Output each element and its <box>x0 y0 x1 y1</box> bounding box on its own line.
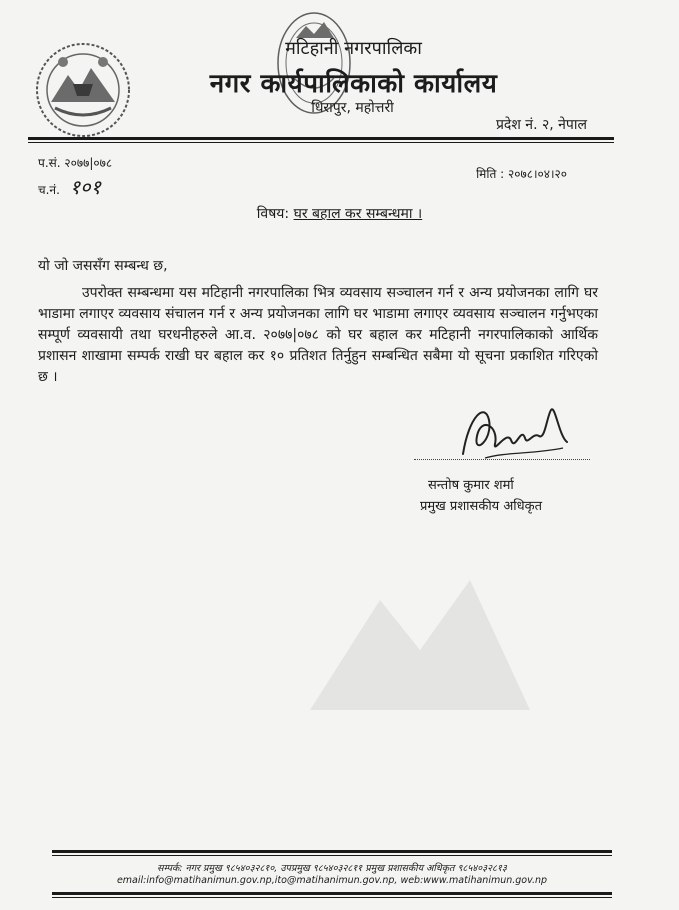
footer-contact: सम्पर्क: नगर प्रमुख ९८५४०३२८१०, उपप्रमुख ९८५४०३२८११ प्रमुख प्रशासकीय अधिकृत ९८५४०३२८१३ <box>157 863 507 874</box>
header-rule <box>28 137 614 140</box>
signature-line <box>414 455 590 460</box>
footer-rule-bottom <box>52 892 612 895</box>
header-rule-thin <box>28 142 614 143</box>
footer-rule-bottom-thin <box>52 897 612 898</box>
dispatch-label: च.नं. <box>38 183 60 197</box>
municipality-name: मटिहानी नगरपालिका <box>285 38 422 59</box>
reference-number: प.सं. २०७७|०७८ <box>38 156 113 170</box>
office-location: धिरापुर, महोत्तरी <box>311 100 394 116</box>
letter-body: उपरोक्त सम्बन्धमा यस मटिहानी नगरपालिका भित्र व्यवसाय सञ्चालन गर्न र अन्य प्रयोजनका लागि घर भाडामा लगाएर व्यवसाय संचालन गर्न र अन्य प्रयोजनका लागि घर भाडामा लगाएर व्यवसाय सञ्चालन गर्नुभएका सम्पूर्ण व्यवसायी तथा घरधनीहरुले आ.व. २०७७|०७८ को घर बहाल कर मटिहानी नगरपालिकाको आर्थिक प्रशासन शाखामा सम्पर्क राखी घर बहाल कर १० प्रतिशत तिर्नुहुन सम्बन्धित सबैमा यो सूचना प्रकाशित गरिएको छ । <box>38 285 598 385</box>
subject-text: घर बहाल कर सम्बन्धमा । <box>293 206 423 222</box>
salutation: यो जो जससँग सम्बन्ध छ, <box>38 258 168 274</box>
dispatch-value: १०१ <box>69 175 101 199</box>
letter-date: मिति : २०७८।०४।२० <box>476 167 567 181</box>
footer-rule-top-thin <box>52 855 612 856</box>
subject-label: विषय: <box>256 206 290 222</box>
province-label: प्रदेश नं. २, नेपाल <box>495 117 587 133</box>
dispatch-number <box>38 173 101 200</box>
signatory-title: प्रमुख प्रशासकीय अधिकृत <box>420 499 543 514</box>
signatory-name: सन्तोष कुमार शर्मा <box>428 478 514 493</box>
office-name: नगर कार्यपालिकाको कार्यालय <box>209 69 498 99</box>
subject-line <box>0 204 679 223</box>
footer-web: email:info@matihanimun.gov.np,ito@matihanimun.gov.np, web:www.matihanimun.gov.np <box>116 875 548 886</box>
footer-rule-top <box>52 850 612 853</box>
watermark-icon <box>300 560 540 720</box>
